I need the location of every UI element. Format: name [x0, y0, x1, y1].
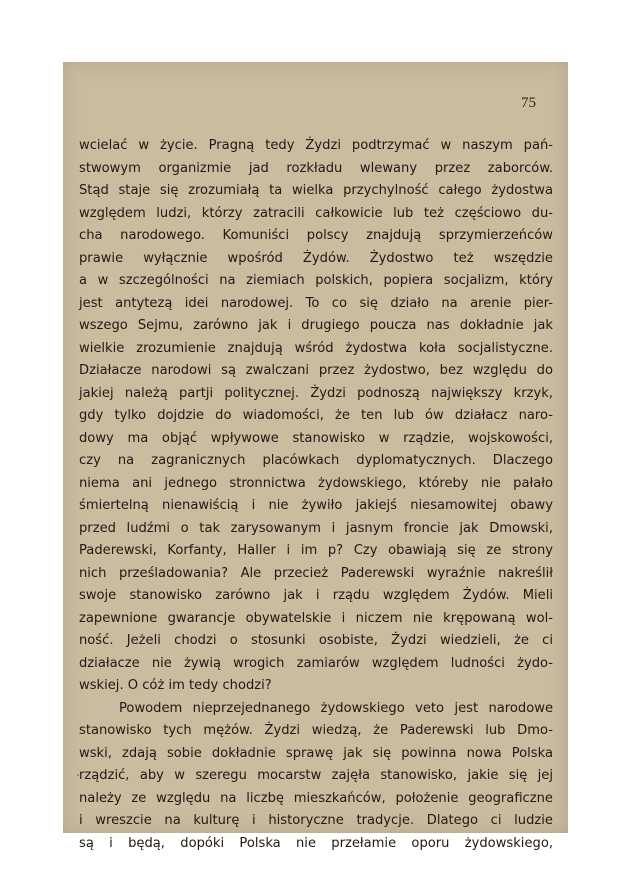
text-line: względem ludzi, którzy zatracili całkowicie lub też częściowo du- [79, 205, 553, 221]
text-line: gdy tylko dojdzie do wiadomości, że ten lub ów działacz naro- [79, 408, 553, 423]
text-line: nich prześladowania? Ale przecież Paderewski wyraźnie nakreślił [79, 565, 553, 581]
text-line: należy ze względu na liczbę mieszkańców, położenie geograficzne [79, 790, 553, 806]
text-line: dowy ma objąć wpływowe stanowisko w rządzie, wojskowości, [79, 430, 553, 446]
text-line: wcielać w życie. Pragną tedy Żydzi podtrzymać w naszym pań- [79, 138, 553, 153]
text-line: a w szczególności na ziemiach polskich, popiera socjalizm, który [79, 273, 553, 288]
text-line: cha narodowego. Komuniści polscy znajdują sprzymierzeńców [79, 228, 553, 243]
paragraph-2 [79, 698, 553, 856]
text-line: przed ludźmi o tak zarysowanym i jasnym froncie jak Dmowski, [79, 520, 553, 536]
book-page [63, 62, 568, 851]
text-line: Stąd staje się zrozumiałą ta wielka przychylność całego żydostwa [79, 183, 553, 198]
text-line: wielkie zrozumienie znajdują wśród żydostwa koła socjalistyczne. [79, 340, 553, 356]
text-line: niema ani jednego stronnictwa żydowskiego, któreby nie pałało [79, 475, 553, 491]
page-number: 75 [521, 95, 536, 111]
text-line: śmiertelną nienawiścią i nie żywiło jakiejś niesamowitej obawy [79, 498, 553, 513]
text-line: stwowym organizmie jad rozkładu wlewany przez zaborców. [79, 160, 553, 176]
paragraph-1 [79, 135, 553, 698]
text-line: rządzić, aby w szeregu mocarstw zajęła stanowisko, jakie się jej [79, 768, 553, 783]
text-line: jakiej należą partji politycznej. Żydzi podnoszą największy krzyk, [79, 385, 553, 401]
text-line: stanowisko tych mężów. Żydzi wiedzą, że Paderewski lub Dmo- [79, 723, 553, 738]
text-line: prawie wyłącznie wpośród Żydów. Żydostwo też wszędzie [79, 250, 553, 266]
text-line: ność. Jeżeli chodzi o stosunki osobiste, Żydzi wiedzieli, że ci [79, 633, 553, 648]
text-line: czy na zagranicznych placówkach dyplomatycznych. Dlaczego [79, 453, 553, 468]
text-line: zapewnione gwarancje obywatelskie i niczem nie krępowaną wol- [79, 610, 553, 626]
text-line: jest antytezą idei narodowej. To co się działo na arenie pier- [79, 295, 553, 311]
text-line: Powodem nieprzejednanego żydowskiego veto jest narodowe [119, 700, 553, 716]
body-text [79, 135, 553, 855]
text-line: i wreszcie na kulturę i historyczne tradycje. Dlatego ci ludzie [79, 813, 553, 828]
text-line: są i będą, dopóki Polska nie przełamie oporu żydowskiego, [79, 835, 553, 851]
text-line: działacze nie żywią wrogich zamiarów względem ludności żydo- [79, 655, 553, 671]
text-line: Działacze narodowi są zwalczani przez żydostwo, bez względu do [79, 363, 553, 378]
text-line: wskiej. O cóż im tedy chodzi? [79, 678, 272, 693]
text-line: Paderewski, Korfanty, Haller i im p? Czy obawiają się ze strony [79, 543, 553, 558]
text-line: swoje stanowisko zarówno jak i rządu względem Żydów. Mieli [79, 588, 553, 603]
text-line: wszego Sejmu, zarówno jak i drugiego poucza nas dokładnie jak [79, 318, 553, 333]
text-line: wski, zdają sobie dokładnie sprawę jak się powinna nowa Polska [79, 745, 553, 761]
paper-speck [77, 774, 79, 776]
